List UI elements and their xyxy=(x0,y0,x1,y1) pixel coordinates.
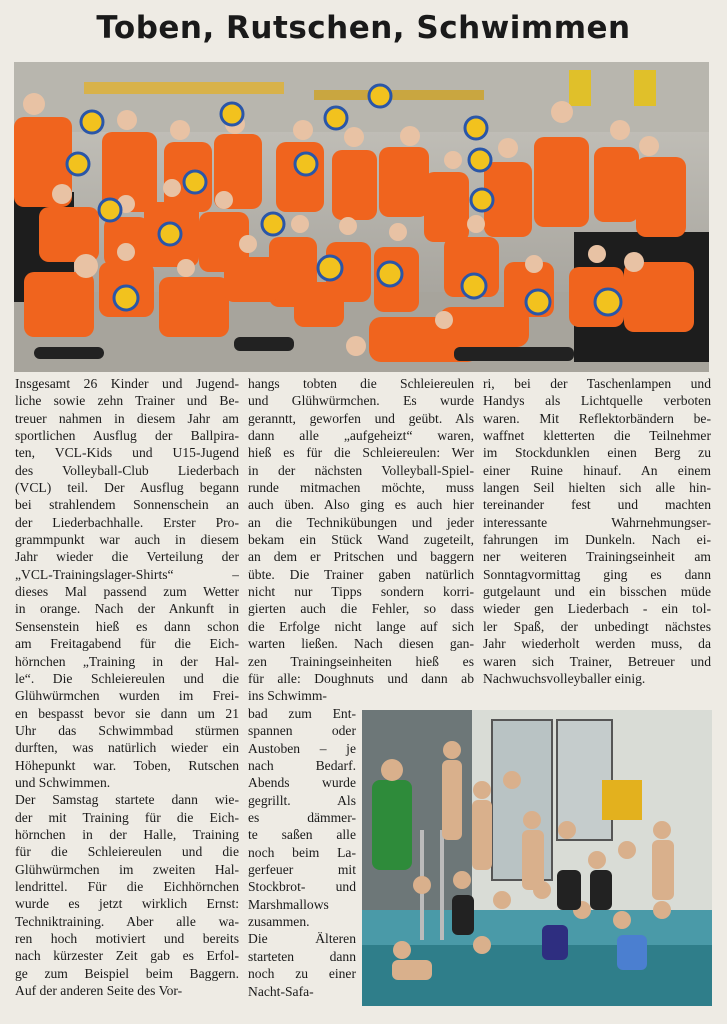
article-line: Sensenstein hieß es dann schon xyxy=(15,618,239,634)
article-line: bei strahlendem Sonnenschein an xyxy=(15,497,239,513)
article-line: Abends wurde xyxy=(248,775,356,791)
article-line: Jahr wiederholt werden muss, da xyxy=(483,636,711,652)
article-line: „VCL-Trainingslager-Shirts“ – xyxy=(15,566,239,582)
article-column-3 xyxy=(483,375,711,687)
article-line: starteten dann xyxy=(248,948,356,964)
article-line: und Glühwürmchen. Es wurde xyxy=(248,393,474,409)
article-line: zusammen. xyxy=(248,914,310,930)
article-line: (VCL) teil. Der Ausflug begann xyxy=(15,480,239,496)
article-line: warten ließen. Nach diesen gan- xyxy=(248,636,474,652)
article-line: gerfeuer mit xyxy=(248,862,356,878)
article-line: nach Bedarf. xyxy=(248,758,356,774)
article-line: runde mitmachen möchte, muss xyxy=(248,480,474,496)
article-line: wieder gen Liederbach - ein tol- xyxy=(483,601,711,617)
article-line: auch üben. Also ging es auch hier xyxy=(248,497,474,513)
article-line: durften, was natürlich wieder ein xyxy=(15,740,239,756)
article-line: übte. Die Trainer gaben natürlich xyxy=(248,566,474,582)
article-line: Nachwuchsvolleyballer einig. xyxy=(483,670,646,686)
article-line: le“. Die Schleiereulen und die xyxy=(15,670,239,686)
article-line: wurde es jetzt wirklich Ernst: xyxy=(15,896,239,912)
article-line: liche sowie zehn Trainer und Be- xyxy=(15,393,239,409)
article-line: Nacht-Safa- xyxy=(248,983,314,999)
article-line: noch beim La- xyxy=(248,844,356,860)
article-line: gierten auch die Fehler, so dass xyxy=(248,601,474,617)
article-line: Glühwürmchen wurden im Frei- xyxy=(15,688,239,704)
article-line: ten, VCL-Kids und U15-Jugend xyxy=(15,445,239,461)
article-line: Austoben – je xyxy=(248,740,356,756)
article-line: Sonntagvormittag ging es dann xyxy=(483,566,711,582)
article-line: langen Seil hielten sich alle hin- xyxy=(483,480,711,496)
article-line: Die Älteren xyxy=(248,931,356,947)
article-line: es dämmer- xyxy=(248,810,356,826)
article-line: hörnchen in der Halle, Training xyxy=(15,826,239,842)
article-line: grammpunkt war auch in diesem xyxy=(15,532,239,548)
article-line: bad zum Ent- xyxy=(248,706,356,721)
article-line: Auf der anderen Seite des Vor- xyxy=(15,983,183,999)
article-line: Uhr das Schwimmbad stürmen xyxy=(15,722,239,738)
article-line: ri, bei der Taschenlampen und xyxy=(483,376,711,391)
article-line: zen Trainingseinheiten hieß es xyxy=(248,653,474,669)
article-line: nach kürzester Zeit gab es Erfol- xyxy=(15,948,239,964)
article-line: ler Spaß, der unbedingt nächstes xyxy=(483,618,711,634)
article-column-2-narrow xyxy=(248,705,356,1000)
article-line: des Volleyball-Club Liederbach xyxy=(15,462,239,478)
article-column-1 xyxy=(15,375,239,999)
article-line: Glühwürmchen im zweiten Hal- xyxy=(15,861,239,877)
group-photo xyxy=(14,62,709,372)
article-line: fahrungen im Dunkeln. Nach ei- xyxy=(483,532,711,548)
article-line: gegrillt. Als xyxy=(248,792,356,808)
article-line: die Erfolge nicht lange auf sich xyxy=(248,618,474,634)
article-line: geranntt, geworfen und geübt. Als xyxy=(248,410,474,426)
article-line: waren. Mit Reflektorbändern be- xyxy=(483,410,711,426)
article-line: der mit Training für die Eich- xyxy=(15,809,239,825)
article-line: an dem er Pritschen und baggern xyxy=(248,549,474,565)
article-line: Insgesamt 26 Kinder und Jugend- xyxy=(15,376,239,391)
article-line: Marshmallows xyxy=(248,896,329,912)
article-line: ge zum Beispiel beim Baggern. xyxy=(15,965,239,981)
article-line: einer Ruine hinauf. An einem xyxy=(483,462,711,478)
article-line: te saßen alle xyxy=(248,827,356,843)
article-line: Der Samstag startete dann wie- xyxy=(15,792,239,808)
article-line: in orange. Nach der Ankunft in xyxy=(15,601,239,617)
group-photo-image xyxy=(14,62,709,372)
article-line: hangs tobten die Schleiereulen xyxy=(248,376,474,391)
article-line: am Freitagabend für die Eich- xyxy=(15,636,239,652)
article-line: für alle: Doughnuts und dann ab xyxy=(248,670,474,686)
article-line: hieß es für die Schleiereulen: Wer xyxy=(248,445,474,461)
article-line: tereinander fest und machten xyxy=(483,497,711,513)
article-line: waffnet kletterten die Teilnehmer xyxy=(483,428,711,444)
article-line: in der nächsten Volleyball-Spiel- xyxy=(248,462,474,478)
article-line: sportlichen Ausflug der Ballpira- xyxy=(15,428,239,444)
pool-photo xyxy=(362,710,712,1006)
article-line: dann alle „aufgeheizt“ waren, xyxy=(248,428,474,444)
article-line: der Liederbachhalle. Erster Pro- xyxy=(15,514,239,530)
article-line: und Schwimmen. xyxy=(15,774,111,790)
article-line: hörnchen „Training in der Hal- xyxy=(15,653,239,669)
article-line: ren hoch motiviert und bereits xyxy=(15,931,239,946)
article-line: im Stockdunklen einen Berg zu xyxy=(483,445,711,461)
headline: Toben, Rutschen, Schwimmen xyxy=(96,10,631,46)
article-column-2 xyxy=(248,375,474,705)
article-line: ins Schwimm- xyxy=(248,688,327,704)
article-line: Höhepunkt war. Toben, Rutschen xyxy=(15,757,239,773)
article-line: Handys als Lichtquelle verboten xyxy=(483,393,711,409)
article-line: waren sich Trainer, Betreuer und xyxy=(483,653,711,669)
article-line: Techniktraining. Aber alle wa- xyxy=(15,913,239,929)
article-line: interessante Wahrnehmungser- xyxy=(483,514,711,530)
article-line: en bespasst bevor sie dann um 21 xyxy=(15,705,239,721)
article-line: dieses Mal passend zum Wetter xyxy=(15,584,239,600)
article-line: an die Technikübungen und jeder xyxy=(248,514,474,530)
pool-photo-image xyxy=(362,710,712,1006)
article-line: bekam ein Stück Wand zugeteilt, xyxy=(248,532,474,548)
article-line: gutgelaunt und ein bisschen müde xyxy=(483,584,711,600)
article-line: Stockbrot- und xyxy=(248,879,356,895)
article-line: noch zu einer xyxy=(248,966,356,982)
article-line: für die Schleiereulen und die xyxy=(15,844,239,860)
article-line: lendrittel. Für die Eichhörnchen xyxy=(15,878,239,894)
article-line: Jahr wieder die Verteilung der xyxy=(15,549,239,565)
article-line: ner weiteren Trainingseinheit am xyxy=(483,549,711,565)
article-line: spannen oder xyxy=(248,723,356,739)
article-line: nicht nur Tipps sondern korri- xyxy=(248,584,474,600)
article-line: treuer nahmen in diesem Jahr am xyxy=(15,410,239,426)
